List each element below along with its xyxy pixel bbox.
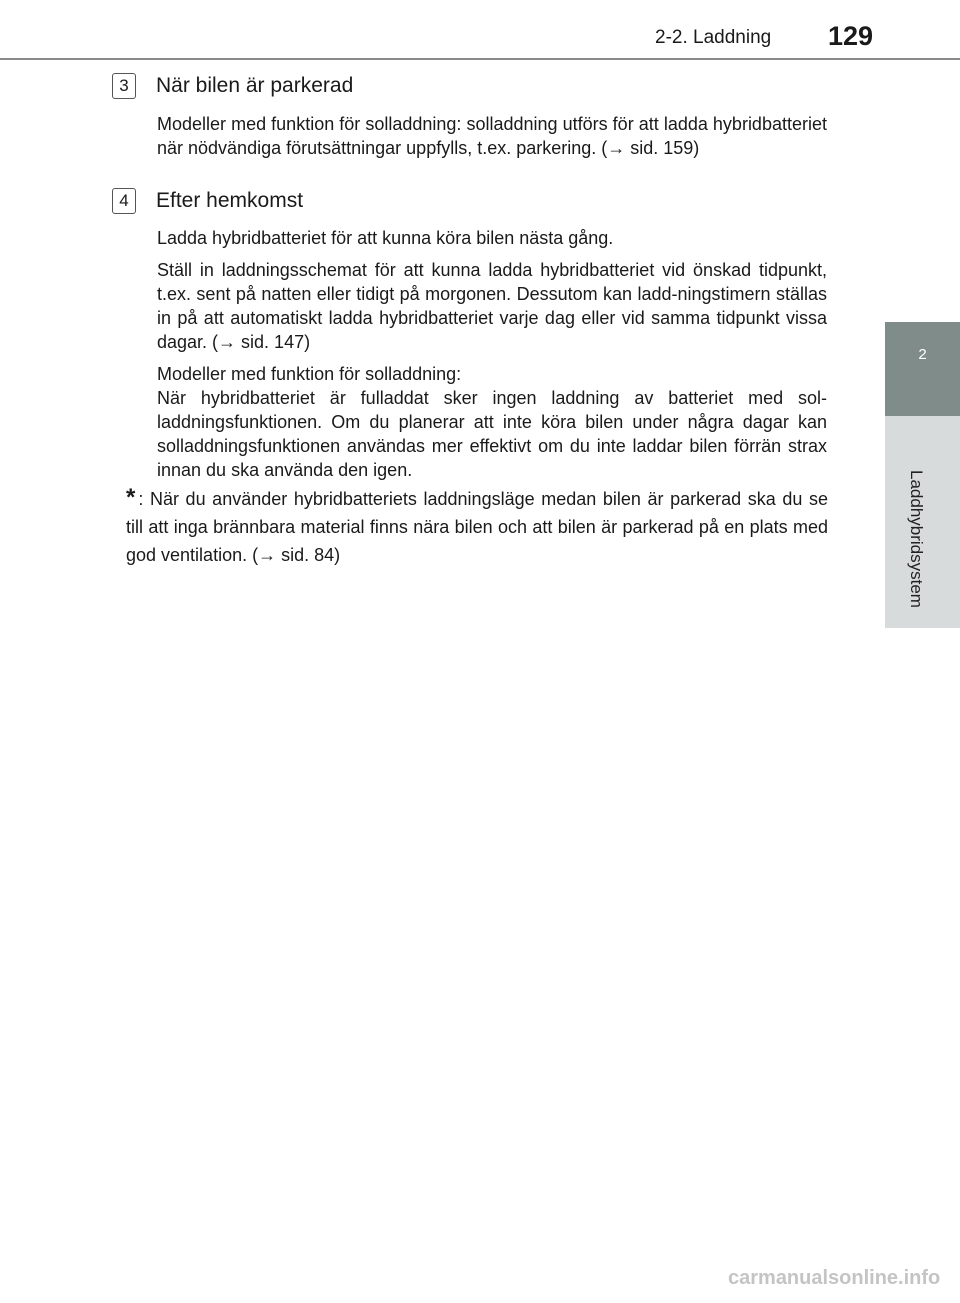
paragraph: Ladda hybridbatteriet för att kunna köra bilen nästa gång. [157,228,614,248]
section-heading-3 [112,73,353,99]
section-title: 2-2. Laddning [655,27,772,48]
section-heading-title: När bilen är parkerad [156,74,354,97]
header-divider [0,58,960,60]
footnote-marker: * [126,484,136,511]
paragraph: Modeller med funktion för solladdning: [157,364,462,384]
footnote-text: : När du använder hybridbatteriets laddningsläge medan bilen är parkerad ska du se till att inga brännbara material finns nära bilen och att bilen är parkerad på en plats med god ventilation. (→ sid. 84) [126,489,828,565]
section-heading-4 [112,188,303,214]
chapter-tab [885,322,960,416]
page-header [0,0,960,64]
chapter-label: Laddhybridsystem [907,470,926,608]
paragraph: När hybridbatteriet är fulladdat sker ingen laddning av batteriet med sol-laddningsfunktionen. Om du planerar att inte köra bilen under några dagar kan solladdningsfunktionen användas mer effektivt om du inte laddar bilen förrän strax innan du ska använda den igen. [157,388,827,480]
paragraph: Ställ in laddningsschemat för att kunna ladda hybridbatteriet vid önskad tidpunkt, t.ex. sent på natten eller tidigt på morgonen. Dessutom kan ladd-ningstimern ställas in på att automatiskt ladda hybridbatteriet varje dag eller vid samma tidpunkt vissa dagar. (→ sid. 147) [157,260,827,352]
section-heading-title: Efter hemkomst [156,189,304,212]
section-number-badge: 3 [112,73,136,99]
watermark: carmanualsonline.info [728,1267,941,1289]
footnote [126,484,828,569]
page-number: 129 [828,21,874,51]
paragraph: Modeller med funktion för solladdning: solladdning utförs för att ladda hybridbatteriet när nödvändiga förutsättningar uppfylls, t.ex. parkering. (→ sid. 159) [157,114,827,158]
chapter-number: 2 [918,346,927,363]
section-number-badge: 4 [112,188,136,214]
